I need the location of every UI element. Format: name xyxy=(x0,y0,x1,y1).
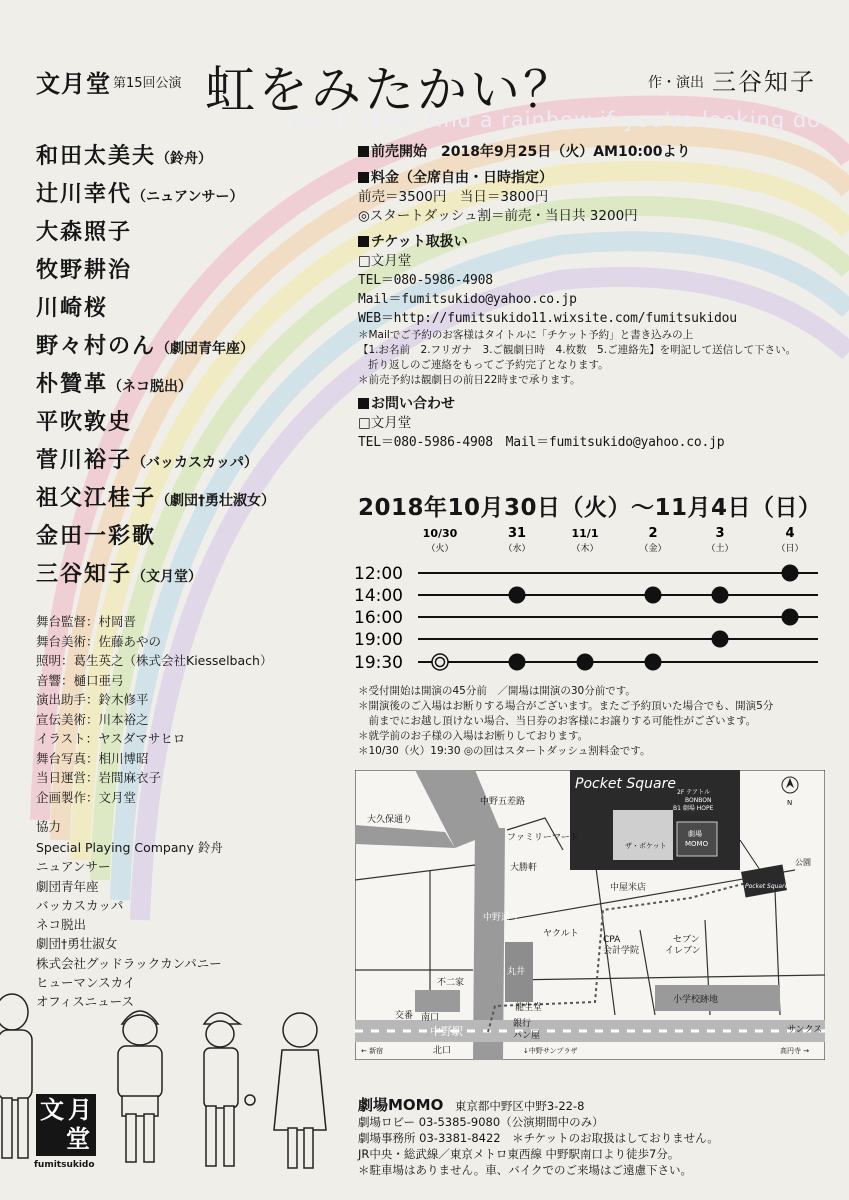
block xyxy=(415,990,460,1012)
weekday-label: （日） xyxy=(776,544,804,554)
cooperation-item: 劇団青年座 xyxy=(36,878,99,894)
show-marker xyxy=(782,609,799,626)
ticket-note: ＊前売予約は観劇日の前日22時まで承ります。 xyxy=(358,374,581,386)
staff-credit: 舞台写真：相川博昭 xyxy=(36,750,149,766)
day-label: 11/1 xyxy=(571,527,599,540)
ticket-mail: Mail＝fumitsukido@yahoo.co.jp xyxy=(358,292,577,307)
logo-subtext: fumitsukido xyxy=(34,1160,95,1170)
ticket-tel: TEL＝080-5986-4908 xyxy=(358,273,493,288)
schedule-note: ＊受付開始は開演の45分前 ／開場は開演の30分前です。 xyxy=(358,685,636,697)
schedule-note: ＊開演後のご入場はお断りする場合がございます。またご予約頂いた場合でも、開演5分 xyxy=(358,700,774,712)
day-label: 10/30 xyxy=(422,527,458,540)
day-label: 31 xyxy=(507,526,527,541)
cast-member: 牧野耕治 xyxy=(36,258,133,283)
map-label: Pocket Square xyxy=(575,776,676,792)
momo-building xyxy=(677,822,717,856)
map-label: 劇場 xyxy=(688,830,702,838)
subtitle-english: You'll never find a rainbow if you're looking do xyxy=(288,108,822,132)
map-label: ↓中野サンプラザ xyxy=(523,1047,578,1055)
company-name: 文月堂 xyxy=(36,70,111,98)
schedule-note: ＊10/30（火）19:30 ◎の回はスタートダッシュ割料金です。 xyxy=(358,745,651,757)
time-label: 14:00 xyxy=(354,586,403,606)
square-bullet-icon xyxy=(358,172,369,183)
map-label: 中野駅 xyxy=(430,1025,463,1038)
schedule-notes xyxy=(358,684,773,759)
map-label: Pocket Square xyxy=(745,883,789,890)
map-label: 南口 xyxy=(421,1013,440,1023)
time-label: 19:30 xyxy=(354,653,403,673)
price-line: 前売＝3500円 当日＝3800円 xyxy=(358,189,549,205)
staff-credit: 宣伝美術：川本裕之 xyxy=(36,711,149,727)
cast-member: 辻川幸代（ニュアンサー） xyxy=(36,182,244,207)
ticket-info xyxy=(358,143,796,452)
map-label: 不二家 xyxy=(437,978,465,988)
day-label: 4 xyxy=(785,526,795,541)
ticket-note: 折り返しのご連絡をもってご予約完了となります。 xyxy=(368,359,609,371)
cooperation-item: Special Playing Company 鈴舟 xyxy=(36,840,223,855)
child-figure-2 xyxy=(118,1011,162,1162)
cast-member: 野々村のん（劇団青年座） xyxy=(36,334,255,359)
contact-org: □文月堂 xyxy=(358,415,412,431)
map-label: 大勝軒 xyxy=(510,863,538,873)
weekday-label: （水） xyxy=(503,544,531,554)
cooperation-item: ネコ脱出 xyxy=(36,917,87,933)
map-label: MOMO xyxy=(685,840,709,848)
map-label: 小学校跡地 xyxy=(673,995,719,1005)
square-bullet-icon xyxy=(358,398,369,409)
map-label: イレブン xyxy=(665,946,701,956)
child-figure-1 xyxy=(0,994,32,1158)
day-label: 3 xyxy=(715,526,725,541)
map-label: ファミリーマート xyxy=(507,833,579,843)
schedule-note: 前までにお越し頂けない場合、当日券のお客様にお譲りする可能性がございます。 xyxy=(358,715,757,727)
staff-credit: 音響：樋口亜弓 xyxy=(36,672,124,688)
ticket-note: ＊Mailでご予約のお客様はタイトルに「チケット予約」と書き込みの上 xyxy=(358,329,694,341)
show-marker xyxy=(645,654,662,671)
cooperation-item: ヒューマンスカイ xyxy=(36,975,136,991)
company-logo: 文 月 堂 xyxy=(36,1094,96,1156)
contact-heading: お問い合わせ xyxy=(358,395,796,414)
price-heading: 料金（全席自由・日時指定） xyxy=(358,169,796,188)
show-marker xyxy=(645,587,662,604)
weekday-label: （木） xyxy=(571,544,599,554)
price-line: ◎スタートダッシュ割＝前売・当日共 3200円 xyxy=(358,208,638,224)
staff-credit: 企画製作：文月堂 xyxy=(36,789,137,805)
show-marker xyxy=(712,631,729,648)
credit-name: 三谷知子 xyxy=(712,68,816,96)
presale-heading: 前売開始 2018年9月25日（火）AM10:00より xyxy=(358,143,796,162)
cast-member: 金田一彩歌 xyxy=(36,524,157,549)
map-label: 中屋米店 xyxy=(610,883,647,893)
show-marker xyxy=(712,587,729,604)
cast-member: 菅川裕子（バッカスカッパ） xyxy=(36,448,258,473)
credit-label: 作・演出 xyxy=(648,75,704,91)
map-label: ← 新宿 xyxy=(361,1047,384,1055)
child-figure-3 xyxy=(204,1013,255,1166)
weekday-label: （土） xyxy=(706,544,734,554)
cooperation-item: 劇団†勇壮淑女 xyxy=(36,936,118,952)
schedule-note: ＊就学前のお子様の入場はお断りしております。 xyxy=(358,730,589,742)
map-label: セブン xyxy=(673,935,700,945)
weekday-label: （金） xyxy=(639,544,667,554)
time-label: 19:00 xyxy=(354,630,403,650)
map-label: サンクス xyxy=(787,1025,823,1035)
map-label: ヤクルト xyxy=(543,929,579,939)
cast-list xyxy=(36,142,275,598)
map-label: 中野通り xyxy=(483,913,520,923)
venue-address: 東京都中野区中野3-22-8 xyxy=(454,1099,585,1113)
show-marker xyxy=(782,565,799,582)
contact-line: TEL＝080-5986-4908 Mail＝fumitsukido@yahoo.co.jp xyxy=(358,435,725,450)
cast-member: 平吹敦史 xyxy=(36,410,133,435)
show-marker-double xyxy=(432,654,448,670)
play-title: 虹をみたかい？ xyxy=(205,61,576,119)
map-label: CPA xyxy=(603,935,621,945)
map-label: パン屋 xyxy=(513,1031,541,1041)
staff-credit: 舞台監督：村岡晋 xyxy=(36,614,137,629)
map-label: 北口 xyxy=(433,1046,452,1056)
run-dates: 2018年10月30日（火）〜11月4日（日） xyxy=(358,495,822,521)
map-label: 銀行 xyxy=(513,1019,532,1029)
ticket-org: □文月堂 xyxy=(358,253,412,269)
cast-member: 朴贊革（ネコ脱出） xyxy=(36,372,193,397)
staff-credit: 照明：葛生英之（株式会社Kiesselbach） xyxy=(36,653,273,668)
ticket-note: 【1.お名前 2.フリガナ 3.ご観劇日時 4.枚数 5.ご連絡先】を明記して送信して下さい。 xyxy=(358,344,797,356)
map-label: 丸井 xyxy=(507,967,526,977)
weekday-label: （火） xyxy=(426,544,454,554)
child-figure-4 xyxy=(274,1013,326,1168)
ticket-web: WEB＝http://fumitsukido11.wixsite.com/fumitsukidou xyxy=(358,311,737,326)
venue-office: 劇場事務所 03-3381-8422 ＊チケットのお取扱はしておりません。 xyxy=(358,1131,719,1145)
time-label: 12:00 xyxy=(354,564,403,584)
staff-credit: 当日運営：岩間麻衣子 xyxy=(36,770,162,785)
staff-list xyxy=(36,612,272,807)
cast-member: 祖父江桂子（劇団†勇壮淑女） xyxy=(36,486,276,511)
cooperation-item: 株式会社グッドラックカンパニー xyxy=(36,955,222,971)
cast-member: 川崎桜 xyxy=(36,296,109,321)
map-label: 龍生堂 xyxy=(515,1003,543,1013)
schedule-chart xyxy=(350,525,830,685)
venue-access: JR中央・総武線／東京メトロ東西線 中野駅南口より徒歩7分。 xyxy=(358,1147,680,1161)
cast-member: 三谷知子（文月堂） xyxy=(36,562,203,587)
map-label: N xyxy=(787,799,793,807)
venue-lobby: 劇場ロビー 03-5385-9080（公演期間中のみ） xyxy=(358,1115,604,1129)
venue-parking: ＊駐車場はありません。車、バイクでのご来場はご遠慮下さい。 xyxy=(358,1163,692,1177)
cooperation-list xyxy=(36,838,223,1012)
map-label: BONBON xyxy=(685,797,712,804)
access-map xyxy=(355,770,825,1060)
cooperation-title: 協力 xyxy=(36,819,62,834)
map-label: 公園 xyxy=(795,858,811,867)
show-marker xyxy=(577,654,594,671)
edition-label: 第15回公演 xyxy=(113,76,182,91)
map-label: 高円寺 → xyxy=(780,1047,810,1055)
cooperation-item: ニュアンサー xyxy=(36,859,111,875)
map-label: 交番 xyxy=(395,1011,414,1021)
staff-credit: 演出助手：鈴木修平 xyxy=(36,692,149,707)
the-pocket-building xyxy=(613,810,673,860)
ticket-heading: チケット取扱い xyxy=(358,233,796,252)
square-bullet-icon xyxy=(358,146,369,157)
show-marker xyxy=(509,587,526,604)
map-label: 会計学院 xyxy=(603,946,640,956)
day-label: 2 xyxy=(648,526,658,541)
map-label: 大久保通り xyxy=(367,815,413,825)
show-marker xyxy=(509,654,526,671)
cast-member: 大森照子 xyxy=(36,220,133,245)
venue-name: 劇場MOMO xyxy=(358,1096,444,1114)
venue-info xyxy=(358,1097,719,1178)
cooperation-item: オフィスニュース xyxy=(36,994,135,1010)
staff-credit: 舞台美術：佐藤あやの xyxy=(36,633,162,649)
map-label: B1 劇場 HOPE xyxy=(673,805,714,812)
staff-credit: イラスト：ヤスダマサヒロ xyxy=(36,731,186,746)
map-label: 2F テアトル xyxy=(677,789,711,796)
cooperation-item: バッカスカッパ xyxy=(36,897,124,913)
time-label: 16:00 xyxy=(354,608,403,628)
square-bullet-icon xyxy=(358,236,369,247)
map-label: 中野五差路 xyxy=(480,797,526,807)
map-label: ザ・ポケット xyxy=(625,842,667,850)
cast-member: 和田太美夫（鈴舟） xyxy=(36,144,213,169)
